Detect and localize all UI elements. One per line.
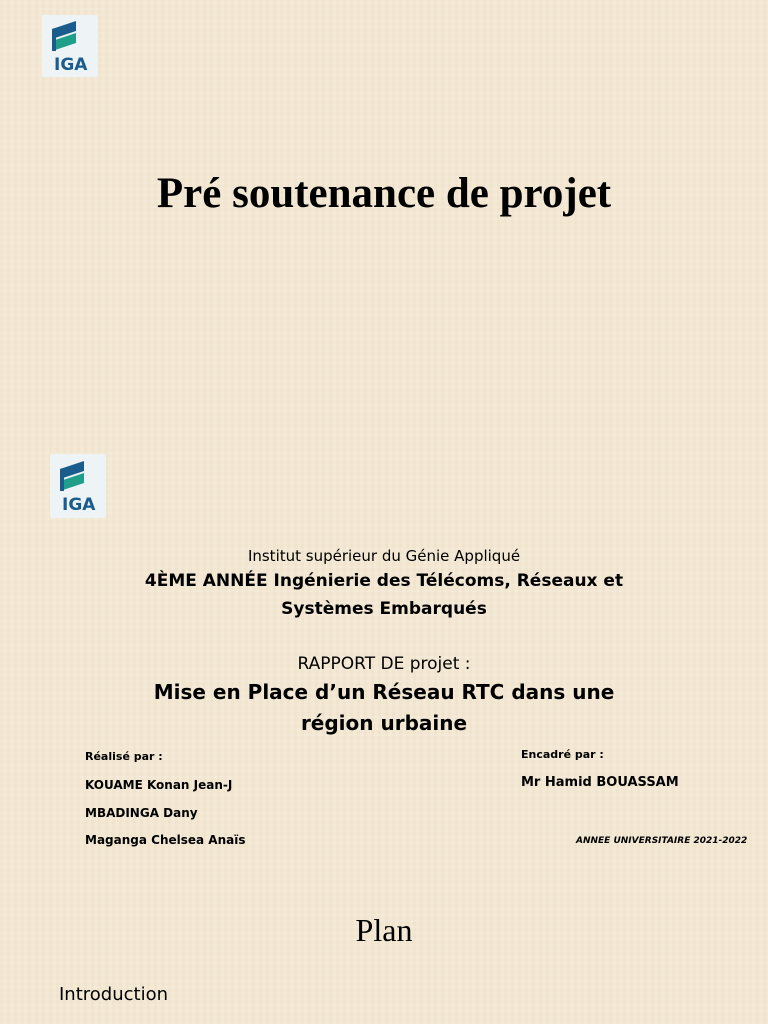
program-line-1: 4ÈME ANNÉE Ingénierie des Télécoms, Réseaux et xyxy=(144,571,624,591)
author-name: MBADINGA Dany xyxy=(85,806,198,820)
plan-title: Plan xyxy=(355,912,413,948)
iga-logo xyxy=(42,15,98,77)
report-label: RAPPORT DE projet : xyxy=(297,654,471,674)
slide-cover xyxy=(0,0,768,440)
iga-logo-icon xyxy=(50,19,90,55)
supervisor-name: Mr Hamid BOUASSAM xyxy=(521,775,679,790)
iga-logo-text: IGA xyxy=(54,55,88,75)
institute-name: Institut supérieur du Génie Appliqué xyxy=(247,547,521,565)
report-title-line-2: région urbaine xyxy=(300,711,468,735)
authors-label: Réalisé par : xyxy=(85,750,163,763)
program-line-2: Systèmes Embarqués xyxy=(281,599,487,619)
report-title-line-1: Mise en Place d’un Réseau RTC dans une xyxy=(153,680,615,704)
iga-logo-text: IGA xyxy=(62,495,96,515)
iga-logo-icon xyxy=(58,459,98,495)
slide-plan xyxy=(0,860,768,1024)
cover-title: Pré soutenance de projet xyxy=(156,170,612,217)
supervisor-label: Encadré par : xyxy=(521,748,604,761)
slide-report-cover xyxy=(0,440,768,860)
iga-logo xyxy=(50,454,106,518)
academic-year: ANNEE UNIVERSITAIRE 2021-2022 xyxy=(576,836,748,846)
author-name: Maganga Chelsea Anaïs xyxy=(85,833,246,847)
author-name: KOUAME Konan Jean-J xyxy=(85,778,233,792)
plan-item: Introduction xyxy=(59,984,169,1005)
